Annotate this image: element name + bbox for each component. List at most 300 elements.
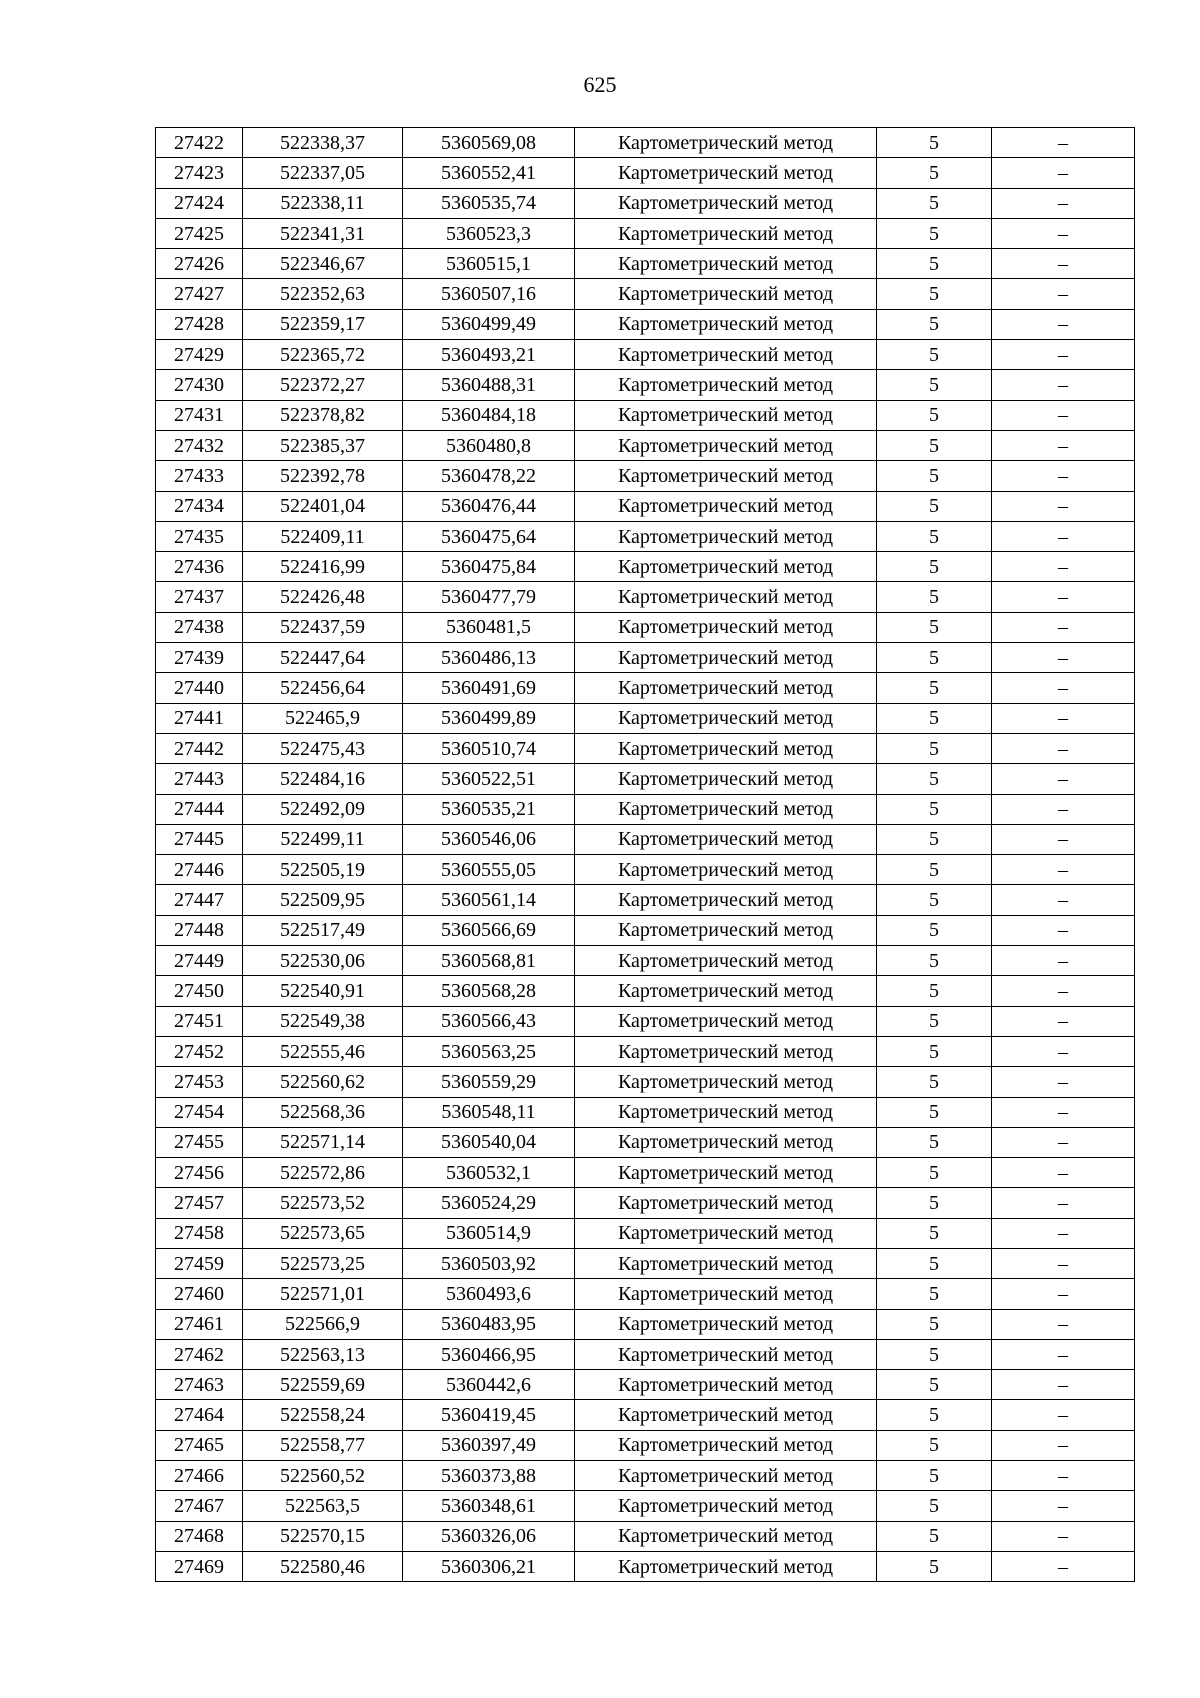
table-row [156, 128, 1135, 158]
note-cell: – [992, 824, 1135, 854]
note-cell: – [992, 1370, 1135, 1400]
note-cell: – [992, 643, 1135, 673]
y-coordinate-cell: 5360548,11 [403, 1097, 575, 1127]
method-cell: Картометрический метод [575, 855, 877, 885]
x-coordinate-cell: 522484,16 [243, 764, 403, 794]
accuracy-cell: 5 [877, 612, 992, 642]
accuracy-cell: 5 [877, 552, 992, 582]
point-number-cell: 27465 [156, 1430, 243, 1460]
y-coordinate-cell: 5360514,9 [403, 1218, 575, 1248]
method-cell: Картометрический метод [575, 1400, 877, 1430]
y-coordinate-cell: 5360515,1 [403, 249, 575, 279]
x-coordinate-cell: 522352,63 [243, 279, 403, 309]
y-coordinate-cell: 5360535,21 [403, 794, 575, 824]
method-cell: Картометрический метод [575, 824, 877, 854]
y-coordinate-cell: 5360442,6 [403, 1370, 575, 1400]
note-cell: – [992, 946, 1135, 976]
x-coordinate-cell: 522372,27 [243, 370, 403, 400]
table-row [156, 673, 1135, 703]
point-number-cell: 27460 [156, 1279, 243, 1309]
accuracy-cell: 5 [877, 491, 992, 521]
table-row [156, 1248, 1135, 1278]
accuracy-cell: 5 [877, 885, 992, 915]
y-coordinate-cell: 5360493,6 [403, 1279, 575, 1309]
y-coordinate-cell: 5360569,08 [403, 128, 575, 158]
table-row [156, 1551, 1135, 1581]
note-cell: – [992, 582, 1135, 612]
table-row [156, 976, 1135, 1006]
note-cell: – [992, 733, 1135, 763]
method-cell: Картометрический метод [575, 400, 877, 430]
x-coordinate-cell: 522346,67 [243, 249, 403, 279]
accuracy-cell: 5 [877, 1309, 992, 1339]
table-row [156, 582, 1135, 612]
note-cell: – [992, 1521, 1135, 1551]
method-cell: Картометрический метод [575, 188, 877, 218]
x-coordinate-cell: 522563,13 [243, 1339, 403, 1369]
note-cell: – [992, 1279, 1135, 1309]
accuracy-cell: 5 [877, 946, 992, 976]
table-row [156, 1067, 1135, 1097]
point-number-cell: 27451 [156, 1006, 243, 1036]
table-row [156, 703, 1135, 733]
point-number-cell: 27422 [156, 128, 243, 158]
x-coordinate-cell: 522571,14 [243, 1127, 403, 1157]
note-cell: – [992, 1036, 1135, 1066]
note-cell: – [992, 1218, 1135, 1248]
accuracy-cell: 5 [877, 1006, 992, 1036]
accuracy-cell: 5 [877, 915, 992, 945]
table-row [156, 1218, 1135, 1248]
method-cell: Картометрический метод [575, 582, 877, 612]
note-cell: – [992, 158, 1135, 188]
note-cell: – [992, 1097, 1135, 1127]
y-coordinate-cell: 5360568,28 [403, 976, 575, 1006]
note-cell: – [992, 976, 1135, 1006]
accuracy-cell: 5 [877, 1218, 992, 1248]
x-coordinate-cell: 522573,65 [243, 1218, 403, 1248]
point-number-cell: 27456 [156, 1158, 243, 1188]
note-cell: – [992, 400, 1135, 430]
point-number-cell: 27448 [156, 915, 243, 945]
x-coordinate-cell: 522475,43 [243, 733, 403, 763]
point-number-cell: 27468 [156, 1521, 243, 1551]
table-row [156, 1400, 1135, 1430]
accuracy-cell: 5 [877, 1248, 992, 1278]
note-cell: – [992, 461, 1135, 491]
point-number-cell: 27428 [156, 309, 243, 339]
method-cell: Картометрический метод [575, 1430, 877, 1460]
table-row [156, 1491, 1135, 1521]
table-row [156, 370, 1135, 400]
point-number-cell: 27438 [156, 612, 243, 642]
point-number-cell: 27437 [156, 582, 243, 612]
x-coordinate-cell: 522337,05 [243, 158, 403, 188]
x-coordinate-cell: 522426,48 [243, 582, 403, 612]
table-row [156, 521, 1135, 551]
accuracy-cell: 5 [877, 673, 992, 703]
coordinates-table [155, 127, 1135, 1582]
y-coordinate-cell: 5360563,25 [403, 1036, 575, 1066]
accuracy-cell: 5 [877, 400, 992, 430]
x-coordinate-cell: 522338,11 [243, 188, 403, 218]
y-coordinate-cell: 5360524,29 [403, 1188, 575, 1218]
x-coordinate-cell: 522572,86 [243, 1158, 403, 1188]
accuracy-cell: 5 [877, 1127, 992, 1157]
accuracy-cell: 5 [877, 340, 992, 370]
method-cell: Картометрический метод [575, 128, 877, 158]
method-cell: Картометрический метод [575, 1309, 877, 1339]
note-cell: – [992, 1006, 1135, 1036]
note-cell: – [992, 612, 1135, 642]
point-number-cell: 27423 [156, 158, 243, 188]
point-number-cell: 27443 [156, 764, 243, 794]
accuracy-cell: 5 [877, 824, 992, 854]
method-cell: Картометрический метод [575, 1339, 877, 1369]
method-cell: Картометрический метод [575, 430, 877, 460]
note-cell: – [992, 1067, 1135, 1097]
table-row [156, 309, 1135, 339]
x-coordinate-cell: 522558,77 [243, 1430, 403, 1460]
point-number-cell: 27429 [156, 340, 243, 370]
note-cell: – [992, 885, 1135, 915]
method-cell: Картометрический метод [575, 1461, 877, 1491]
accuracy-cell: 5 [877, 1097, 992, 1127]
x-coordinate-cell: 522559,69 [243, 1370, 403, 1400]
table-row [156, 1309, 1135, 1339]
table-row [156, 1339, 1135, 1369]
accuracy-cell: 5 [877, 794, 992, 824]
point-number-cell: 27466 [156, 1461, 243, 1491]
y-coordinate-cell: 5360523,3 [403, 218, 575, 248]
method-cell: Картометрический метод [575, 1218, 877, 1248]
x-coordinate-cell: 522540,91 [243, 976, 403, 1006]
table-row [156, 885, 1135, 915]
accuracy-cell: 5 [877, 249, 992, 279]
y-coordinate-cell: 5360546,06 [403, 824, 575, 854]
x-coordinate-cell: 522385,37 [243, 430, 403, 460]
point-number-cell: 27446 [156, 855, 243, 885]
note-cell: – [992, 1158, 1135, 1188]
point-number-cell: 27433 [156, 461, 243, 491]
point-number-cell: 27457 [156, 1188, 243, 1218]
accuracy-cell: 5 [877, 703, 992, 733]
note-cell: – [992, 309, 1135, 339]
method-cell: Картометрический метод [575, 1067, 877, 1097]
point-number-cell: 27427 [156, 279, 243, 309]
point-number-cell: 27467 [156, 1491, 243, 1521]
method-cell: Картометрический метод [575, 1491, 877, 1521]
note-cell: – [992, 673, 1135, 703]
point-number-cell: 27454 [156, 1097, 243, 1127]
method-cell: Картометрический метод [575, 703, 877, 733]
y-coordinate-cell: 5360480,8 [403, 430, 575, 460]
note-cell: – [992, 1491, 1135, 1521]
y-coordinate-cell: 5360510,74 [403, 733, 575, 763]
y-coordinate-cell: 5360552,41 [403, 158, 575, 188]
accuracy-cell: 5 [877, 1036, 992, 1066]
x-coordinate-cell: 522447,64 [243, 643, 403, 673]
note-cell: – [992, 1248, 1135, 1278]
table-row [156, 824, 1135, 854]
table-row [156, 1127, 1135, 1157]
y-coordinate-cell: 5360306,21 [403, 1551, 575, 1581]
point-number-cell: 27435 [156, 521, 243, 551]
y-coordinate-cell: 5360499,49 [403, 309, 575, 339]
y-coordinate-cell: 5360503,92 [403, 1248, 575, 1278]
point-number-cell: 27461 [156, 1309, 243, 1339]
accuracy-cell: 5 [877, 855, 992, 885]
note-cell: – [992, 1400, 1135, 1430]
method-cell: Картометрический метод [575, 1158, 877, 1188]
accuracy-cell: 5 [877, 430, 992, 460]
x-coordinate-cell: 522573,52 [243, 1188, 403, 1218]
table-row [156, 946, 1135, 976]
method-cell: Картометрический метод [575, 1279, 877, 1309]
point-number-cell: 27453 [156, 1067, 243, 1097]
note-cell: – [992, 249, 1135, 279]
x-coordinate-cell: 522465,9 [243, 703, 403, 733]
method-cell: Картометрический метод [575, 1036, 877, 1066]
table-row [156, 612, 1135, 642]
table-row [156, 794, 1135, 824]
accuracy-cell: 5 [877, 1491, 992, 1521]
method-cell: Картометрический метод [575, 1127, 877, 1157]
table-row [156, 915, 1135, 945]
accuracy-cell: 5 [877, 521, 992, 551]
point-number-cell: 27464 [156, 1400, 243, 1430]
point-number-cell: 27426 [156, 249, 243, 279]
note-cell: – [992, 521, 1135, 551]
point-number-cell: 27432 [156, 430, 243, 460]
y-coordinate-cell: 5360348,61 [403, 1491, 575, 1521]
note-cell: – [992, 430, 1135, 460]
accuracy-cell: 5 [877, 1551, 992, 1581]
page-number: 625 [583, 72, 617, 97]
x-coordinate-cell: 522580,46 [243, 1551, 403, 1581]
accuracy-cell: 5 [877, 1158, 992, 1188]
note-cell: – [992, 855, 1135, 885]
y-coordinate-cell: 5360475,84 [403, 552, 575, 582]
y-coordinate-cell: 5360493,21 [403, 340, 575, 370]
y-coordinate-cell: 5360486,13 [403, 643, 575, 673]
x-coordinate-cell: 522416,99 [243, 552, 403, 582]
point-number-cell: 27458 [156, 1218, 243, 1248]
method-cell: Картометрический метод [575, 915, 877, 945]
y-coordinate-cell: 5360507,16 [403, 279, 575, 309]
point-number-cell: 27436 [156, 552, 243, 582]
note-cell: – [992, 128, 1135, 158]
point-number-cell: 27463 [156, 1370, 243, 1400]
note-cell: – [992, 794, 1135, 824]
y-coordinate-cell: 5360499,89 [403, 703, 575, 733]
y-coordinate-cell: 5360522,51 [403, 764, 575, 794]
x-coordinate-cell: 522571,01 [243, 1279, 403, 1309]
method-cell: Картометрический метод [575, 370, 877, 400]
table-row [156, 1097, 1135, 1127]
method-cell: Картометрический метод [575, 643, 877, 673]
y-coordinate-cell: 5360475,64 [403, 521, 575, 551]
point-number-cell: 27450 [156, 976, 243, 1006]
y-coordinate-cell: 5360566,69 [403, 915, 575, 945]
accuracy-cell: 5 [877, 733, 992, 763]
x-coordinate-cell: 522499,11 [243, 824, 403, 854]
point-number-cell: 27447 [156, 885, 243, 915]
point-number-cell: 27445 [156, 824, 243, 854]
accuracy-cell: 5 [877, 1339, 992, 1369]
accuracy-cell: 5 [877, 461, 992, 491]
note-cell: – [992, 188, 1135, 218]
note-cell: – [992, 764, 1135, 794]
x-coordinate-cell: 522517,49 [243, 915, 403, 945]
point-number-cell: 27440 [156, 673, 243, 703]
method-cell: Картометрический метод [575, 1006, 877, 1036]
x-coordinate-cell: 522558,24 [243, 1400, 403, 1430]
table-row [156, 279, 1135, 309]
accuracy-cell: 5 [877, 1279, 992, 1309]
point-number-cell: 27444 [156, 794, 243, 824]
table-row [156, 733, 1135, 763]
method-cell: Картометрический метод [575, 158, 877, 188]
table-row [156, 764, 1135, 794]
accuracy-cell: 5 [877, 976, 992, 1006]
point-number-cell: 27425 [156, 218, 243, 248]
table-row [156, 340, 1135, 370]
method-cell: Картометрический метод [575, 946, 877, 976]
x-coordinate-cell: 522549,38 [243, 1006, 403, 1036]
note-cell: – [992, 915, 1135, 945]
point-number-cell: 27439 [156, 643, 243, 673]
method-cell: Картометрический метод [575, 673, 877, 703]
x-coordinate-cell: 522560,52 [243, 1461, 403, 1491]
x-coordinate-cell: 522555,46 [243, 1036, 403, 1066]
point-number-cell: 27459 [156, 1248, 243, 1278]
y-coordinate-cell: 5360535,74 [403, 188, 575, 218]
x-coordinate-cell: 522530,06 [243, 946, 403, 976]
method-cell: Картометрический метод [575, 552, 877, 582]
table-row [156, 1370, 1135, 1400]
method-cell: Картометрический метод [575, 1370, 877, 1400]
table-row [156, 218, 1135, 248]
method-cell: Картометрический метод [575, 340, 877, 370]
y-coordinate-cell: 5360478,22 [403, 461, 575, 491]
x-coordinate-cell: 522409,11 [243, 521, 403, 551]
y-coordinate-cell: 5360566,43 [403, 1006, 575, 1036]
y-coordinate-cell: 5360540,04 [403, 1127, 575, 1157]
x-coordinate-cell: 522378,82 [243, 400, 403, 430]
method-cell: Картометрический метод [575, 612, 877, 642]
accuracy-cell: 5 [877, 218, 992, 248]
method-cell: Картометрический метод [575, 1551, 877, 1581]
x-coordinate-cell: 522563,5 [243, 1491, 403, 1521]
table-row [156, 400, 1135, 430]
method-cell: Картометрический метод [575, 1097, 877, 1127]
y-coordinate-cell: 5360491,69 [403, 673, 575, 703]
method-cell: Картометрический метод [575, 733, 877, 763]
accuracy-cell: 5 [877, 1188, 992, 1218]
y-coordinate-cell: 5360483,95 [403, 1309, 575, 1339]
method-cell: Картометрический метод [575, 794, 877, 824]
table-row [156, 855, 1135, 885]
note-cell: – [992, 1430, 1135, 1460]
table-row [156, 158, 1135, 188]
accuracy-cell: 5 [877, 1400, 992, 1430]
point-number-cell: 27452 [156, 1036, 243, 1066]
method-cell: Картометрический метод [575, 976, 877, 1006]
method-cell: Картометрический метод [575, 218, 877, 248]
accuracy-cell: 5 [877, 279, 992, 309]
accuracy-cell: 5 [877, 1067, 992, 1097]
method-cell: Картометрический метод [575, 885, 877, 915]
y-coordinate-cell: 5360555,05 [403, 855, 575, 885]
y-coordinate-cell: 5360559,29 [403, 1067, 575, 1097]
x-coordinate-cell: 522437,59 [243, 612, 403, 642]
note-cell: – [992, 1188, 1135, 1218]
x-coordinate-cell: 522392,78 [243, 461, 403, 491]
note-cell: – [992, 1309, 1135, 1339]
x-coordinate-cell: 522359,17 [243, 309, 403, 339]
point-number-cell: 27431 [156, 400, 243, 430]
x-coordinate-cell: 522509,95 [243, 885, 403, 915]
accuracy-cell: 5 [877, 128, 992, 158]
note-cell: – [992, 340, 1135, 370]
y-coordinate-cell: 5360466,95 [403, 1339, 575, 1369]
y-coordinate-cell: 5360373,88 [403, 1461, 575, 1491]
y-coordinate-cell: 5360326,06 [403, 1521, 575, 1551]
accuracy-cell: 5 [877, 1461, 992, 1491]
accuracy-cell: 5 [877, 188, 992, 218]
x-coordinate-cell: 522566,9 [243, 1309, 403, 1339]
note-cell: – [992, 279, 1135, 309]
accuracy-cell: 5 [877, 643, 992, 673]
y-coordinate-cell: 5360481,5 [403, 612, 575, 642]
table-row [156, 491, 1135, 521]
table-row [156, 643, 1135, 673]
table-row [156, 1158, 1135, 1188]
accuracy-cell: 5 [877, 370, 992, 400]
method-cell: Картометрический метод [575, 764, 877, 794]
table-row [156, 1279, 1135, 1309]
x-coordinate-cell: 522568,36 [243, 1097, 403, 1127]
y-coordinate-cell: 5360477,79 [403, 582, 575, 612]
x-coordinate-cell: 522570,15 [243, 1521, 403, 1551]
y-coordinate-cell: 5360568,81 [403, 946, 575, 976]
y-coordinate-cell: 5360561,14 [403, 885, 575, 915]
method-cell: Картометрический метод [575, 249, 877, 279]
point-number-cell: 27469 [156, 1551, 243, 1581]
method-cell: Картометрический метод [575, 1248, 877, 1278]
table-row [156, 461, 1135, 491]
y-coordinate-cell: 5360419,45 [403, 1400, 575, 1430]
y-coordinate-cell: 5360476,44 [403, 491, 575, 521]
table-row [156, 1461, 1135, 1491]
point-number-cell: 27434 [156, 491, 243, 521]
accuracy-cell: 5 [877, 309, 992, 339]
point-number-cell: 27430 [156, 370, 243, 400]
accuracy-cell: 5 [877, 1430, 992, 1460]
note-cell: – [992, 1461, 1135, 1491]
point-number-cell: 27455 [156, 1127, 243, 1157]
x-coordinate-cell: 522456,64 [243, 673, 403, 703]
point-number-cell: 27441 [156, 703, 243, 733]
note-cell: – [992, 1127, 1135, 1157]
method-cell: Картометрический метод [575, 461, 877, 491]
point-number-cell: 27424 [156, 188, 243, 218]
note-cell: – [992, 370, 1135, 400]
point-number-cell: 27442 [156, 733, 243, 763]
table-row [156, 430, 1135, 460]
x-coordinate-cell: 522560,62 [243, 1067, 403, 1097]
